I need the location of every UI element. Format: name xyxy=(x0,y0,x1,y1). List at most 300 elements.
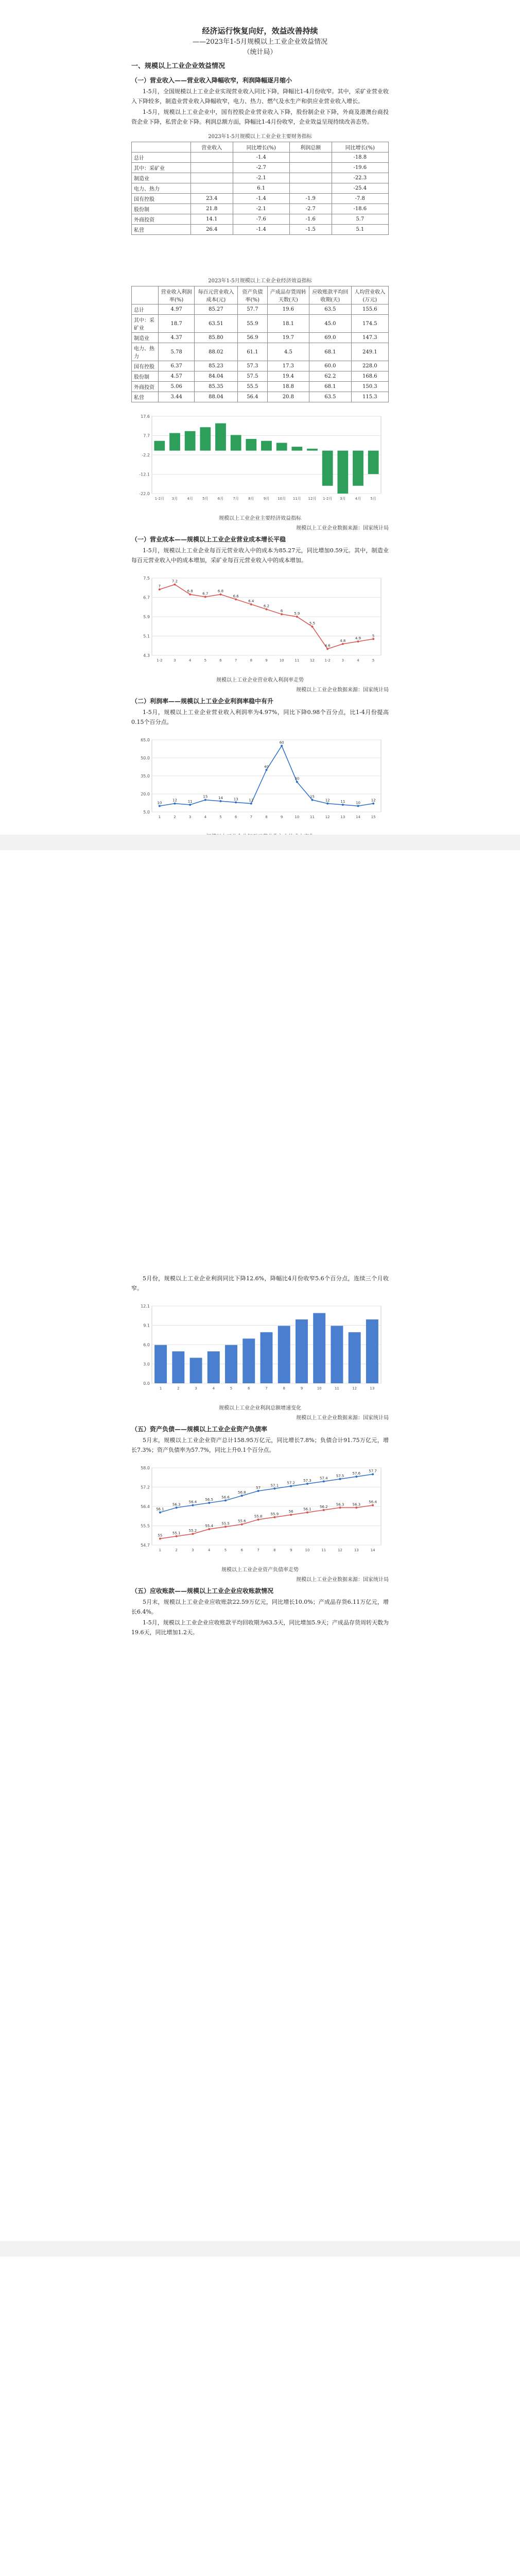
table-efficiency xyxy=(131,286,389,402)
table-cell: 20.8 xyxy=(267,392,309,402)
page-3 xyxy=(0,2257,520,2576)
x-tick-label: 5月 xyxy=(202,497,209,501)
data-point xyxy=(281,745,283,747)
data-point xyxy=(189,594,191,596)
data-label: 6.4 xyxy=(248,599,254,603)
x-tick-label: 7 xyxy=(257,1548,259,1552)
table-cell: 股份制 xyxy=(132,204,191,214)
data-point xyxy=(290,1485,292,1487)
table-cell: 外商投资 xyxy=(132,382,159,392)
table-cell xyxy=(289,183,332,194)
chart-source: 规模以上工业企业数据来源：国家统计局 xyxy=(296,1577,389,1583)
page-subtitle: ——2023年1-5月规模以上工业企业效益情况 xyxy=(192,38,328,46)
table-cell xyxy=(190,183,233,194)
data-label: 57.2 xyxy=(287,1481,295,1485)
data-label: 55.8 xyxy=(254,1514,263,1519)
data-point xyxy=(159,1538,161,1540)
data-point xyxy=(192,1504,194,1506)
table-cell: 电力、热力 xyxy=(132,343,159,361)
table-cell: 总计 xyxy=(132,304,159,315)
data-label: 7.2 xyxy=(171,579,178,584)
data-label: 56.5 xyxy=(205,1498,214,1502)
table-cell: 85.35 xyxy=(194,382,237,392)
y-tick-label: 12.1 xyxy=(141,1304,150,1309)
bar xyxy=(276,443,287,451)
x-tick-label: 4 xyxy=(208,1548,211,1552)
table-cell: 电力、热力 xyxy=(132,183,191,194)
x-tick-label: 6 xyxy=(240,1548,244,1552)
table-cell: 股份制 xyxy=(132,371,159,382)
bar xyxy=(225,1345,237,1383)
x-tick-label: 12 xyxy=(310,658,315,663)
x-tick-label: 12 xyxy=(352,1386,357,1391)
table-row xyxy=(132,333,389,343)
bar xyxy=(261,441,272,451)
table-cell: 23.4 xyxy=(190,194,233,204)
data-label: 56.1 xyxy=(156,1507,164,1512)
data-point xyxy=(290,1514,292,1516)
data-label: 60 xyxy=(279,740,284,745)
data-label: 55.9 xyxy=(270,1512,279,1516)
data-label: 56.3 xyxy=(172,1502,181,1507)
data-label: 6.6 xyxy=(233,594,239,599)
table-cell: 制造业 xyxy=(132,333,159,343)
x-tick-label: 7 xyxy=(250,815,253,819)
table-row xyxy=(132,173,389,183)
data-label: 57 xyxy=(256,1485,261,1490)
table-cell: 57.3 xyxy=(237,361,267,371)
x-tick-label: 4月 xyxy=(355,497,361,501)
data-point xyxy=(281,613,283,615)
table-header-cell: 同比增长(%) xyxy=(332,142,388,152)
data-point xyxy=(208,1502,210,1504)
table-cell: 4.97 xyxy=(159,304,194,315)
chart-caption: 规模以上工业企业主要经济效益指标 xyxy=(219,516,301,521)
paragraph: 1-5月，规模以上工业企业应收账款平均回收期为63.5天，同比增加5.9天；产成品存货周转天数为19.6天，同比增加1.2天。 xyxy=(131,1619,389,1636)
table-row xyxy=(132,382,389,392)
x-tick-label: 13 xyxy=(354,1548,359,1552)
data-point xyxy=(159,805,161,807)
data-point xyxy=(355,1506,357,1509)
chart-profit-total xyxy=(131,1298,389,1401)
data-point xyxy=(241,1495,243,1497)
page-gap xyxy=(0,835,520,850)
table-cell: 其中：采矿业 xyxy=(132,163,191,173)
table-cell: 19.4 xyxy=(267,371,309,382)
data-point xyxy=(273,1487,275,1489)
data-label: 57.4 xyxy=(319,1476,328,1481)
bar xyxy=(215,423,226,451)
table-header-cell: 每百元营业收入成本(元) xyxy=(194,286,237,304)
data-label: 15 xyxy=(310,794,315,799)
data-label: 30 xyxy=(294,776,300,781)
x-tick-label: 1-2 xyxy=(157,658,163,663)
data-point xyxy=(357,805,359,807)
data-point xyxy=(204,596,206,598)
bar xyxy=(296,1319,308,1383)
table-cell: 国有控股 xyxy=(132,194,191,204)
data-point xyxy=(342,804,344,806)
data-point xyxy=(339,1478,341,1480)
x-tick-label: 12 xyxy=(325,815,330,819)
table-cell: -22.3 xyxy=(332,173,388,183)
table-cell: 69.0 xyxy=(309,333,351,343)
table-row xyxy=(132,371,389,382)
table-cell xyxy=(190,163,233,173)
data-point xyxy=(355,1476,357,1478)
data-label: 55 xyxy=(158,1533,163,1538)
data-point xyxy=(257,1490,259,1492)
x-tick-label: 8 xyxy=(250,658,253,663)
data-point xyxy=(266,608,268,611)
table-row xyxy=(132,304,389,315)
table-cell: 18.7 xyxy=(159,315,194,333)
table-cell: 6.1 xyxy=(233,183,289,194)
section-subheading: （一）营业收入——营业收入降幅收窄，利润降幅逐月缩小 xyxy=(131,77,292,84)
table-cell: 115.3 xyxy=(351,392,388,402)
data-point xyxy=(159,588,161,590)
bar xyxy=(231,435,241,450)
data-point xyxy=(220,800,222,802)
table-row xyxy=(132,343,389,361)
table-cell: 19.6 xyxy=(267,304,309,315)
y-tick-label: 4.3 xyxy=(143,653,150,658)
chart-debt-ratio xyxy=(131,1460,389,1563)
bar xyxy=(190,1358,202,1383)
table-header-cell: 应收账款平均回收期(天) xyxy=(309,286,351,304)
x-tick-label: 5 xyxy=(219,815,222,819)
data-point xyxy=(326,803,328,805)
table-row xyxy=(132,152,389,163)
x-tick-label: 11月 xyxy=(292,497,301,501)
data-label: 55.2 xyxy=(188,1529,197,1533)
data-label: 56.2 xyxy=(319,1504,328,1509)
data-point xyxy=(176,1506,178,1509)
data-point xyxy=(235,598,237,600)
table-cell: 17.3 xyxy=(267,361,309,371)
y-tick-label: 5.0 xyxy=(143,810,150,815)
data-label: 55.5 xyxy=(221,1521,230,1526)
chart-source: 规模以上工业企业数据来源：国家统计局 xyxy=(296,526,389,531)
table-cell: -18.8 xyxy=(332,152,388,163)
bar xyxy=(207,1351,220,1383)
x-tick-label: 14 xyxy=(356,815,360,819)
x-tick-label: 3 xyxy=(192,1548,194,1552)
table-cell: 168.6 xyxy=(351,371,388,382)
x-tick-label: 6 xyxy=(234,815,237,819)
y-tick-label: 7.5 xyxy=(143,576,150,581)
data-label: 5 xyxy=(372,634,375,638)
data-label: 14 xyxy=(218,796,223,800)
data-point xyxy=(311,625,314,628)
page-2 xyxy=(0,850,520,2241)
y-tick-label: 6.0 xyxy=(143,1343,150,1347)
x-tick-label: 4 xyxy=(212,1386,215,1391)
chart-caption: 规模以上工业企业利润总额增速变化 xyxy=(219,1405,301,1411)
data-label: 11 xyxy=(187,800,193,804)
x-tick-label: 10 xyxy=(305,1548,310,1552)
data-label: 6.7 xyxy=(202,591,209,596)
table-cell: 174.5 xyxy=(351,315,388,333)
table-cell: -1.9 xyxy=(289,194,332,204)
data-label: 56.6 xyxy=(221,1495,230,1500)
data-point xyxy=(224,1526,227,1528)
table-header-cell: 同比增长(%) xyxy=(233,142,289,152)
data-point xyxy=(220,594,222,596)
table-cell: 6.37 xyxy=(159,361,194,371)
data-label: 55.1 xyxy=(172,1531,181,1535)
table-cell xyxy=(190,152,233,163)
data-label: 56.1 xyxy=(303,1507,311,1512)
data-label: 6.8 xyxy=(187,589,193,594)
data-label: 56.8 xyxy=(238,1490,246,1495)
data-point xyxy=(323,1480,325,1482)
x-tick-label: 8 xyxy=(273,1548,276,1552)
table-cell: 私营 xyxy=(132,225,191,235)
table-cell: 5.06 xyxy=(159,382,194,392)
table-cell: 249.1 xyxy=(351,343,388,361)
table-cell: 19.7 xyxy=(267,333,309,343)
data-point xyxy=(372,638,374,640)
data-label: 40 xyxy=(264,765,269,769)
table-cell: -2.1 xyxy=(233,173,289,183)
table-header-cell xyxy=(132,142,191,152)
data-label: 15 xyxy=(203,794,208,799)
x-tick-label: 7 xyxy=(265,1386,268,1391)
table-cell: 150.3 xyxy=(351,382,388,392)
table-cell: -18.6 xyxy=(332,204,388,214)
data-point xyxy=(159,1512,161,1514)
x-tick-label: 10 xyxy=(279,658,284,663)
table-cell: 5.7 xyxy=(332,214,388,225)
bar xyxy=(185,431,196,451)
data-point xyxy=(176,1535,178,1537)
x-tick-label: 5 xyxy=(230,1386,233,1391)
paragraph: 5月末，规模以上工业企业应收账款22.59万亿元，同比增长10.0%；产成品存货6.11万亿元，增长6.4%。 xyxy=(131,1599,389,1615)
paragraph: 1-5月，全国规模以上工业企业实现营业收入同比下降，降幅比1-4月份收窄。其中，采矿业营业收入下降较多，制造业营业收入降幅收窄，电力、热力、燃气及水生产和供应业营业收入增长。 xyxy=(131,88,389,105)
table-cell: 4.37 xyxy=(159,333,194,343)
y-tick-label: 5.9 xyxy=(143,615,150,619)
data-label: 55.4 xyxy=(205,1523,214,1528)
x-tick-label: 3 xyxy=(188,815,192,819)
table-cell: 88.02 xyxy=(194,343,237,361)
table-header-cell: 人均营业收入(万元) xyxy=(351,286,388,304)
x-tick-label: 9月 xyxy=(263,497,270,501)
x-tick-label: 1-2月 xyxy=(322,497,333,501)
table-cell: 26.4 xyxy=(190,225,233,235)
bar xyxy=(353,451,363,486)
x-tick-label: 9 xyxy=(289,1548,292,1552)
data-point xyxy=(174,584,176,586)
x-tick-label: 3 xyxy=(174,658,176,663)
table-cell: 57.5 xyxy=(237,371,267,382)
data-label: 10 xyxy=(157,801,162,805)
table-financial xyxy=(131,142,389,235)
table-row xyxy=(132,225,389,235)
data-label: 55.6 xyxy=(238,1519,246,1523)
table-title: 2023年1-5月规模以上工业企业经济效益指标 xyxy=(208,278,312,284)
paragraph: 1-5月，规模以上工业企业中，国有控股企业营业收入下降，股份制企业下降，外商及港澳台商投资企业下降，私营企业下降。利润总额方面，降幅比1-4月份收窄，企业效益呈现持续改善态势。 xyxy=(131,109,389,125)
data-label: 56.4 xyxy=(369,1500,377,1504)
y-tick-label: 35.0 xyxy=(141,774,150,778)
table-cell: 68.1 xyxy=(309,382,351,392)
data-label: 57.6 xyxy=(352,1471,361,1476)
y-tick-label: 7.7 xyxy=(143,433,150,438)
page-title: 经济运行恢复向好，效益改善持续 xyxy=(202,26,318,36)
data-label: 5.9 xyxy=(294,612,300,616)
x-tick-label: 9 xyxy=(265,658,268,663)
table-cell: 国有控股 xyxy=(132,361,159,371)
data-label: 12 xyxy=(371,798,376,803)
x-tick-label: 1 xyxy=(158,815,161,819)
table-cell xyxy=(289,173,332,183)
y-tick-label: -12.1 xyxy=(139,472,150,477)
data-label: 4.9 xyxy=(355,636,361,641)
bar xyxy=(291,447,302,451)
chart-caption: 规模以上工业企业资产负债率走势 xyxy=(221,1567,299,1573)
data-label: 56.4 xyxy=(188,1500,197,1504)
page-subtitle-2: （统计局） xyxy=(243,48,277,56)
data-point xyxy=(192,1533,194,1535)
table-cell: -1.6 xyxy=(289,214,332,225)
data-label: 5.5 xyxy=(309,621,316,626)
table-row xyxy=(132,361,389,371)
table-cell xyxy=(289,152,332,163)
table-cell: 55.9 xyxy=(237,315,267,333)
table-cell: 总计 xyxy=(132,152,191,163)
y-tick-label: 65.0 xyxy=(141,738,150,742)
data-label: 12 xyxy=(249,798,254,803)
data-label: 56.3 xyxy=(352,1502,361,1507)
table-cell: 57.7 xyxy=(237,304,267,315)
y-tick-label: 6.7 xyxy=(143,595,150,600)
table-cell: 68.1 xyxy=(309,343,351,361)
data-point xyxy=(306,1483,308,1485)
table-cell: 85.27 xyxy=(194,304,237,315)
x-tick-label: 7 xyxy=(234,658,237,663)
y-tick-label: 3.0 xyxy=(143,1362,150,1367)
section-subheading: （五）应收账款——规模以上工业企业应收账款情况 xyxy=(131,1587,274,1595)
data-point xyxy=(204,799,206,801)
data-label: 13 xyxy=(233,797,238,802)
data-label: 6.8 xyxy=(217,589,224,594)
section-subheading: （一）营业成本——规模以上工业企业营业成本增长平稳 xyxy=(131,536,286,543)
table-header-cell xyxy=(132,286,159,304)
table-cell: 84.04 xyxy=(194,371,237,382)
x-tick-label: 8 xyxy=(283,1386,285,1391)
table-cell: 制造业 xyxy=(132,173,191,183)
table-cell xyxy=(190,173,233,183)
paragraph: 5月末，规模以上工业企业资产总计158.95万亿元，同比增长7.8%；负债合计91.75万亿元，增长7.3%；资产负债率为57.7%，同比上升0.1个百分点。 xyxy=(131,1437,389,1453)
x-tick-label: 9 xyxy=(300,1386,303,1391)
y-tick-label: 9.1 xyxy=(143,1323,150,1328)
data-label: 6 xyxy=(280,609,283,614)
table-cell: 4.57 xyxy=(159,371,194,382)
y-tick-label: 54.7 xyxy=(141,1543,150,1548)
bar xyxy=(368,451,379,474)
page-gap xyxy=(0,2241,520,2257)
data-point xyxy=(296,781,298,783)
y-tick-label: 58.0 xyxy=(141,1466,150,1470)
data-label: 11 xyxy=(340,800,345,804)
data-point xyxy=(266,769,268,771)
data-point xyxy=(311,799,314,801)
table-cell xyxy=(289,163,332,173)
data-point xyxy=(235,801,237,803)
table-cell: 私营 xyxy=(132,392,159,402)
table-cell: 85.80 xyxy=(194,333,237,343)
x-tick-label: 5月 xyxy=(370,497,376,501)
table-row xyxy=(132,214,389,225)
data-label: 4.8 xyxy=(340,638,346,643)
section-heading: 一、规模以上工业企业效益情况 xyxy=(131,62,226,70)
bar xyxy=(242,1338,255,1383)
chart-source: 规模以上工业企业数据来源：国家统计局 xyxy=(296,1415,389,1421)
x-tick-label: 10 xyxy=(294,815,300,819)
table-cell: -1.4 xyxy=(233,225,289,235)
data-label: 4.6 xyxy=(324,643,331,648)
table-cell: 61.1 xyxy=(237,343,267,361)
chart-caption: 规模以上工业企业营业收入利润率走势 xyxy=(216,677,304,683)
table-cell: 62.2 xyxy=(309,371,351,382)
bar xyxy=(278,1326,290,1383)
x-tick-label: 1 xyxy=(159,1548,162,1552)
data-label: 57.5 xyxy=(336,1473,344,1478)
x-tick-label: 6月 xyxy=(217,497,224,501)
table-cell: 14.1 xyxy=(190,214,233,225)
y-tick-label: 17.6 xyxy=(141,414,150,419)
data-point xyxy=(342,643,344,645)
chart-margin-trend xyxy=(131,570,389,673)
table-cell: -1.4 xyxy=(233,152,289,163)
bar xyxy=(331,1326,343,1383)
table-cell: 88.04 xyxy=(194,392,237,402)
x-tick-label: 13 xyxy=(370,1386,375,1391)
x-tick-label: 12月 xyxy=(308,497,317,501)
data-label: 56.3 xyxy=(336,1502,344,1507)
x-tick-label: 11 xyxy=(334,1386,339,1391)
data-label: 57.1 xyxy=(270,1483,279,1488)
x-tick-label: 11 xyxy=(294,658,300,663)
table-cell: -2.7 xyxy=(233,163,289,173)
x-tick-label: 6 xyxy=(219,658,222,663)
table-cell: 5.1 xyxy=(332,225,388,235)
table-cell: 228.0 xyxy=(351,361,388,371)
table-cell: -2.7 xyxy=(289,204,332,214)
table-header-cell: 营业收入 xyxy=(190,142,233,152)
x-tick-label: 2 xyxy=(175,1548,178,1552)
bar xyxy=(337,451,348,494)
data-label: 57.3 xyxy=(303,1479,311,1483)
x-tick-label: 5 xyxy=(204,658,207,663)
paragraph: 1-5月，规模以上工业企业营业收入利润率为4.97%，同比下降0.98个百分点，比1-4月份提高0.15个百分点。 xyxy=(131,709,389,725)
table-row xyxy=(132,194,389,204)
data-point xyxy=(189,804,191,806)
x-tick-label: 2 xyxy=(174,815,176,819)
x-tick-label: 7月 xyxy=(233,497,239,501)
x-tick-label: 3 xyxy=(341,658,344,663)
y-tick-label: 50.0 xyxy=(141,756,150,760)
table-cell: 21.8 xyxy=(190,204,233,214)
x-tick-label: 3 xyxy=(195,1386,197,1391)
table-row xyxy=(132,163,389,173)
x-tick-label: 5 xyxy=(372,658,375,663)
table-cell: 4.5 xyxy=(267,343,309,361)
data-point xyxy=(372,1504,374,1506)
y-tick-label: 20.0 xyxy=(141,792,150,796)
y-tick-label: -22.0 xyxy=(139,492,150,496)
table-cell: 45.0 xyxy=(309,315,351,333)
